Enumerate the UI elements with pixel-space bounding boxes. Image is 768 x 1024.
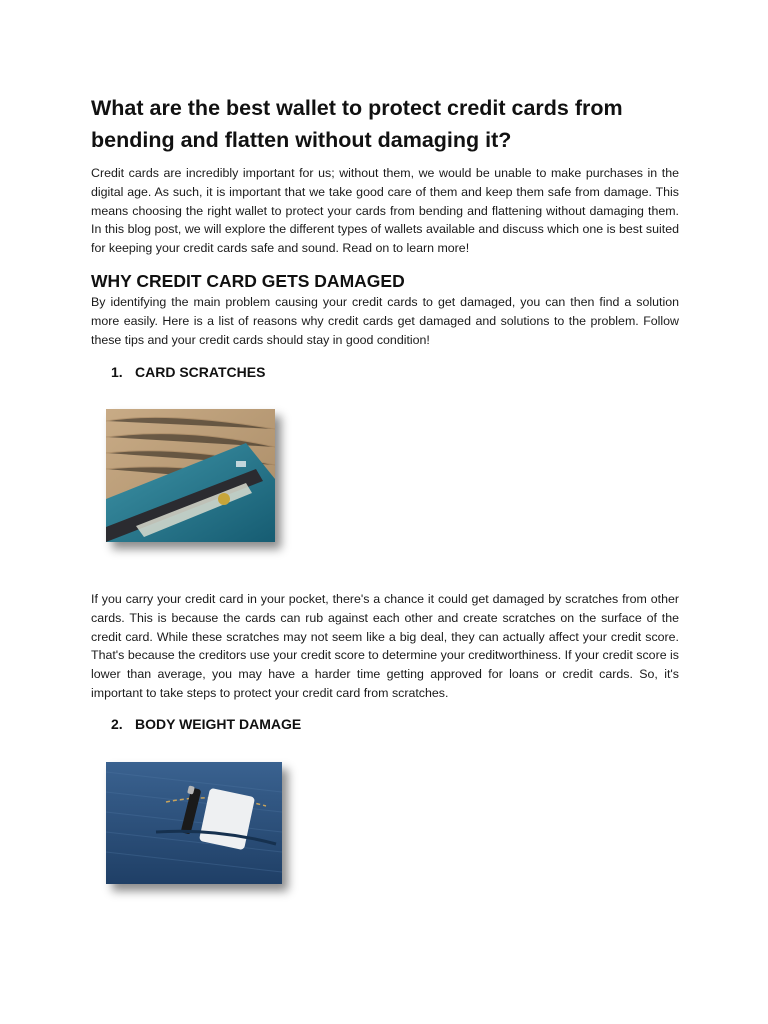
- card-in-jeans-pocket-photo: [106, 762, 282, 884]
- section-paragraph: By identifying the main problem causing your credit cards to get damaged, you can then find a solution more easily. Here is a list of reasons why credit cards get damaged and solutions to the problem. Follow these tips and your credit cards should stay in good condition!: [91, 295, 679, 347]
- item-number: 2.: [111, 716, 123, 732]
- item-title: BODY WEIGHT DAMAGE: [135, 716, 302, 732]
- item-title: CARD SCRATCHES: [135, 364, 266, 380]
- item-number: 1.: [111, 364, 123, 380]
- page-title: What are the best wallet to protect credit cards from bending and flatten without damaging it?: [91, 96, 623, 152]
- credit-card-on-wood-photo: [106, 409, 275, 542]
- item-paragraph-card-scratches: If you carry your credit card in your pocket, there's a chance it could get damaged by scratches from other cards. This is because the cards can rub against each other and create scratches on the surface of the credit card. While these scratches may not seem like a big deal, they can actually affect your credit score. That's because the creditors use your credit score to determine your creditworthiness. If your credit score is lower than average, you may have a harder time getting approved for loans or credit cards. So, it's important to take steps to protect your credit card from scratches.: [91, 592, 679, 700]
- item-heading-body-weight-damage: [111, 715, 301, 733]
- intro-paragraph: Credit cards are incredibly important for us; without them, we would be unable to make purchases in the digital age. As such, it is important that we take good care of them and keep them safe from damage. This means choosing the right wallet to protect your cards from bending and flattening without damaging them. In this blog post, we will explore the different types of wallets available and discuss which one is best suited for keeping your credit cards safe and sound. Read on to learn more!: [91, 166, 679, 256]
- section-heading: WHY CREDIT CARD GETS DAMAGED: [91, 271, 405, 291]
- item-heading-card-scratches: [111, 363, 265, 381]
